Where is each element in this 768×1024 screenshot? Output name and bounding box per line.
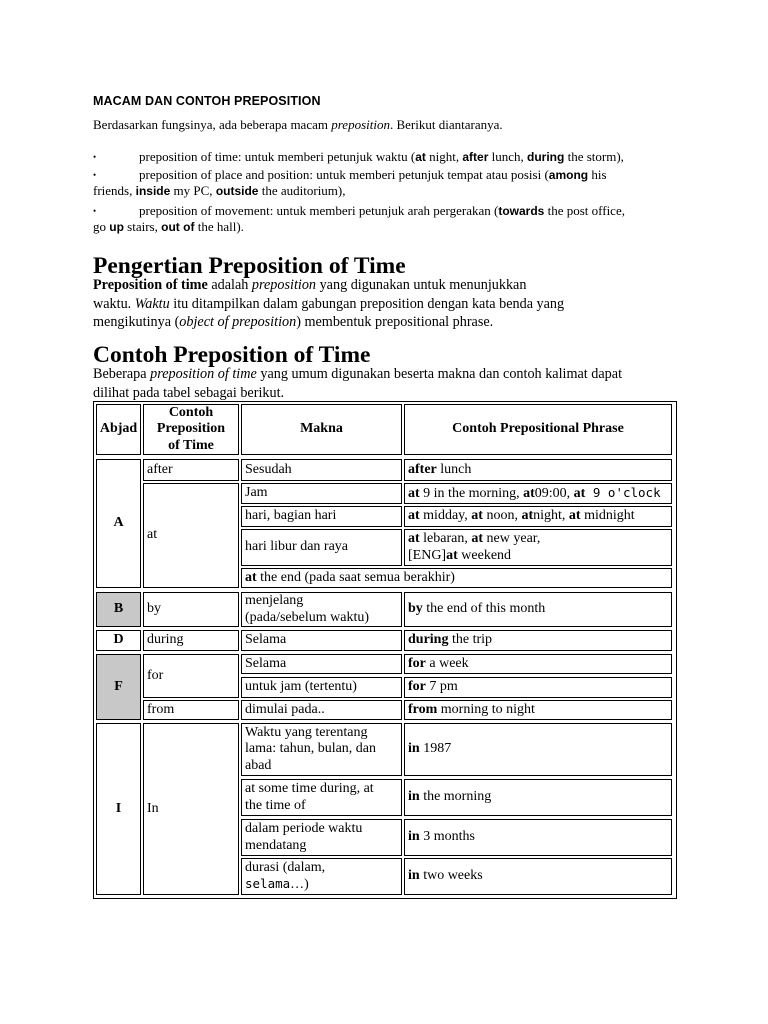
intro-paragraph xyxy=(93,117,503,133)
table-makna-in-3: dalam periode waktu mendatang xyxy=(241,819,402,856)
table-phrase-by: by the end of this month xyxy=(404,592,672,627)
table-letter-d: D xyxy=(96,630,141,651)
table-prep-from: from xyxy=(143,700,239,720)
table-prep-for: for xyxy=(143,654,239,698)
table-makna-during: Selama xyxy=(241,630,402,651)
table-makna-hari: hari, bagian hari xyxy=(241,506,402,527)
table-makna-by: menjelang (pada/sebelum waktu) xyxy=(241,592,402,627)
paragraph-contoh xyxy=(93,365,683,402)
table-phrase-after: after lunch xyxy=(404,459,672,481)
table-makna-from: dimulai pada.. xyxy=(241,700,402,720)
paragraph-line: dilihat pada tabel sebagai berikut. xyxy=(93,384,285,401)
table-phrase-from: from morning to night xyxy=(404,700,672,720)
table-prep-by: by xyxy=(143,592,239,627)
heading-contoh: Contoh Preposition of Time xyxy=(93,342,371,368)
bullet-line-continued: friends, inside my PC, outside the auditorium), xyxy=(93,183,346,198)
table-phrase-hari: at midday, at noon, atnight, at midnight xyxy=(404,506,672,527)
section-heading-macam: MACAM DAN CONTOH PREPOSITION xyxy=(93,94,321,108)
table-header-abjad: Abjad xyxy=(96,404,141,455)
table-makna-for-2: untuk jam (tertentu) xyxy=(241,677,402,698)
paragraph-pengertian xyxy=(93,276,683,332)
table-makna-in-1: Waktu yang terentang lama: tahun, bulan, dan abad xyxy=(241,723,402,776)
table-makna-jam: Jam xyxy=(241,483,402,504)
heading-pengertian: Pengertian Preposition of Time xyxy=(93,253,406,279)
table-phrase-in-1: in 1987 xyxy=(404,723,672,776)
bullet-line: preposition of place and position: untuk memberi petunjuk tempat atau posisi (among his xyxy=(139,167,607,182)
intro-text-2: . Berikut diantaranya. xyxy=(389,117,503,132)
paragraph-line: mengikutinya (object of preposition) membentuk prepositional phrase. xyxy=(93,314,494,330)
table-makna-in-4: durasi (dalam, selama…) xyxy=(241,858,402,895)
bullet-line: preposition of time: untuk memberi petunjuk waktu (at night, after lunch, during the storm), xyxy=(139,149,624,164)
table-makna-in-2: at some time during, at the time of xyxy=(241,779,402,816)
bullet-dot: • xyxy=(93,206,97,216)
bullet-dot: • xyxy=(93,170,97,180)
paragraph-line: Preposition of time adalah preposition yang digunakan untuk menunjukkan xyxy=(93,277,527,293)
table-makna-libur: hari libur dan raya xyxy=(241,529,402,566)
table-header-makna: Makna xyxy=(241,404,402,455)
table-phrase-for-2: for 7 pm xyxy=(404,677,672,698)
table-prep-after: after xyxy=(143,459,239,481)
intro-text-1: Berdasarkan fungsinya, ada beberapa macam xyxy=(93,117,332,132)
bullet-dot: • xyxy=(93,152,97,162)
table-header-phrase: Contoh Prepositional Phrase xyxy=(404,404,672,455)
table-makna-for-1: Selama xyxy=(241,654,402,674)
intro-italic: preposition xyxy=(331,117,390,132)
bullet-line-continued: go up stairs, out of the hall). xyxy=(93,219,244,234)
table-phrase-in-4: in two weeks xyxy=(404,858,672,895)
table-phrase-jam: at 9 in the morning, at09:00, at 9 o'clock xyxy=(404,483,672,504)
table-phrase-end: at the end (pada saat semua berakhir) xyxy=(241,568,672,588)
table-letter-b: B xyxy=(96,592,141,627)
table-makna-after: Sesudah xyxy=(241,459,402,481)
table-phrase-libur: at lebaran, at new year, [ENG]at weekend xyxy=(404,529,672,566)
table-letter-i: I xyxy=(96,723,141,895)
paragraph-line: waktu. Waktu itu ditampilkan dalam gabungan preposition dengan kata benda yang xyxy=(93,295,565,312)
table-letter-a: A xyxy=(96,459,141,588)
table-letter-f: F xyxy=(96,654,141,720)
table-phrase-for-1: for a week xyxy=(404,654,672,674)
paragraph-line: Beberapa preposition of time yang umum digunakan beserta makna dan contoh kalimat dapat xyxy=(93,366,623,382)
table-phrase-in-2: in the morning xyxy=(404,779,672,816)
table-prep-in: In xyxy=(143,723,239,895)
table-prep-at: at xyxy=(143,483,239,588)
table-phrase-in-3: in 3 months xyxy=(404,819,672,856)
table-header-contoh: Contoh Preposition of Time xyxy=(143,404,239,455)
bullet-line: preposition of movement: untuk memberi petunjuk arah pergerakan (towards the post office, xyxy=(139,203,625,218)
table-phrase-during: during the trip xyxy=(404,630,672,651)
table-prep-during: during xyxy=(143,630,239,651)
